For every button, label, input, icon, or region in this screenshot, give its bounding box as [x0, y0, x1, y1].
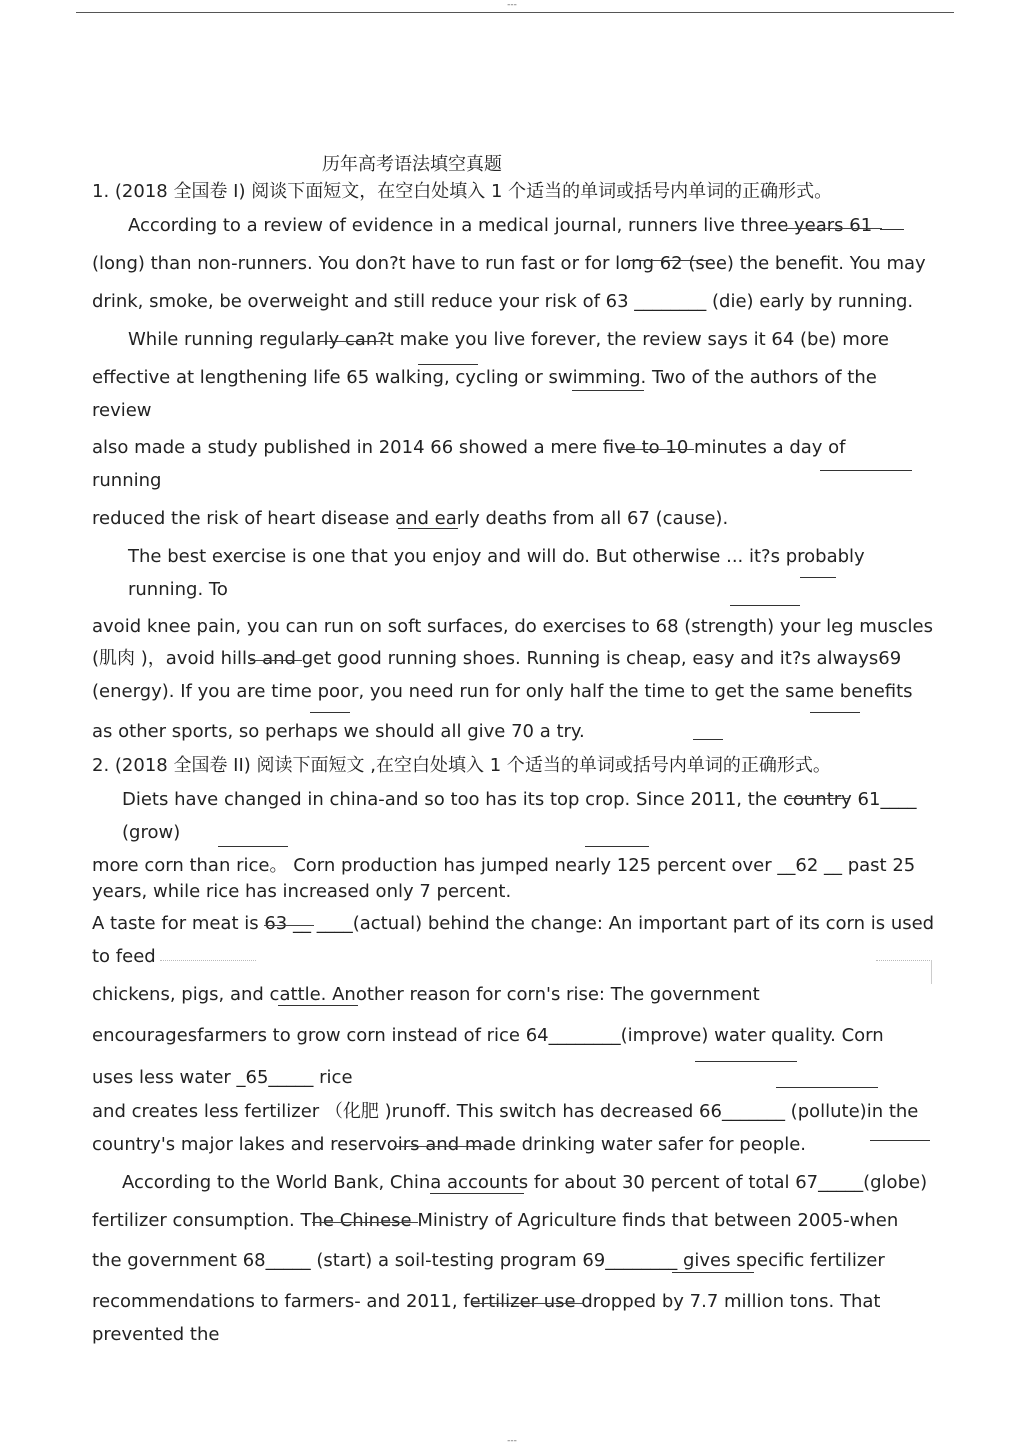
section1-line: (肌肉 )，avoid hills and get good running shoes. Running is cheap, easy and it?s always69: [92, 648, 902, 669]
strike-line: [264, 925, 314, 926]
answer-blank: [776, 1087, 878, 1088]
section2-line: prevented the: [92, 1324, 220, 1345]
section1-heading: 1. (2018 全国卷 I) 阅谈下面短文，在空白处填入 1 个适当的单词或括号内单词的正确形式。: [92, 181, 833, 202]
section1-line: running. To: [128, 579, 228, 600]
section2-line: years, while rice has increased only 7 percent.: [92, 881, 512, 902]
strike-line: [394, 1146, 490, 1147]
answer-blank: [800, 577, 836, 578]
answer-blank: [278, 1005, 358, 1006]
section2-line: recommendations to farmers- and 2011, fertilizer use dropped by 7.7 million tons. That: [92, 1291, 881, 1312]
section1-line: While running regularly can?t make you live forever, the review says it 64 (be) more: [128, 329, 889, 350]
scan-artifact: [876, 960, 930, 961]
strike-line: [786, 228, 882, 229]
answer-blank: [218, 846, 288, 847]
answer-blank: [820, 470, 912, 471]
answer-blank: [870, 1140, 930, 1141]
strike-line: [318, 341, 390, 342]
answer-blank: [310, 712, 350, 713]
answer-blank: [398, 528, 458, 529]
section2-line: the government 68_____ (start) a soil-testing program 69________ gives specific fertilizer: [92, 1250, 885, 1271]
strike-line: [312, 1222, 418, 1223]
page-title: 历年高考语法填空真题: [322, 154, 502, 175]
section2-line: fertilizer consumption. The Chinese Ministry of Agriculture finds that between 2005-when: [92, 1210, 899, 1231]
section2-line: (grow): [122, 822, 181, 843]
section2-line: A taste for meat is 63 __ ____(actual) behind the change: An important part of its corn is used: [92, 913, 935, 934]
section2-line: to feed: [92, 946, 156, 967]
section1-line: reduced the risk of heart disease and early deaths from all 67 (cause).: [92, 508, 729, 529]
strike-line: [788, 798, 848, 799]
section2-line: and creates less fertilizer （化肥 )runoff. This switch has decreased 66_______ (pollute)in the: [92, 1101, 919, 1122]
answer-blank: [693, 739, 723, 740]
answer-blank: [572, 390, 644, 391]
section2-heading: 2. (2018 全国卷 II) 阅读下面短文 ,在空白处填入 1 个适当的单词或括号内单词的正确形式。: [92, 755, 831, 776]
section2-line: uses less water _65_____ rice: [92, 1067, 353, 1088]
page-top-mark: ---: [507, 0, 517, 10]
section1-line: as other sports, so perhaps we should all give 70 a try.: [92, 721, 585, 742]
section1-line: also made a study published in 2014 66 showed a mere five to 10 minutes a day of: [92, 437, 846, 458]
strike-line: [628, 260, 708, 261]
section1-line: (energy). If you are time poor, you need run for only half the time to get the same benefits: [92, 681, 913, 702]
section2-line: chickens, pigs, and cattle. Another reason for corn's rise: The government: [92, 984, 760, 1005]
section2-line: more corn than rice。 Corn production has jumped nearly 125 percent over __62 __ past 25: [92, 855, 916, 876]
answer-blank: [810, 712, 860, 713]
section1-line: drink, smoke, be overweight and still reduce your risk of 63 ________ (die) early by running.: [92, 291, 914, 312]
section1-line: According to a review of evidence in a medical journal, runners live three years 61: [128, 215, 873, 236]
answer-blank: [418, 364, 478, 365]
section2-line: encouragesfarmers to grow corn instead of rice 64________(improve) water quality. Corn: [92, 1025, 884, 1046]
section1-line: (long) than non-runners. You don?t have to run fast or for long 62 (see) the benefit. You may: [92, 253, 926, 274]
answer-blank: [695, 1061, 797, 1062]
section1-line: running: [92, 470, 162, 491]
section1-line: effective at lengthening life 65 walking, cycling or swimming. Two of the authors of the: [92, 367, 877, 388]
answer-blank: [880, 229, 904, 230]
strike-line: [618, 449, 694, 450]
strike-line: [250, 660, 302, 661]
section2-line: According to the World Bank, China accounts for about 30 percent of total 67_____(globe): [122, 1172, 928, 1193]
scan-artifact: [931, 960, 932, 984]
answer-blank: [430, 1193, 524, 1194]
page-bottom-mark: ---: [507, 1436, 517, 1446]
section2-line: Diets have changed in china-and so too has its top crop. Since 2011, the country 61____: [122, 789, 917, 810]
strike-line: [472, 1303, 584, 1304]
answer-blank: [730, 605, 800, 606]
section1-line: The best exercise is one that you enjoy and will do. But otherwise ... it?s probably: [128, 546, 865, 567]
scan-artifact: [160, 960, 256, 961]
answer-blank: [672, 1272, 754, 1273]
section1-line: avoid knee pain, you can run on soft surfaces, do exercises to 68 (strength) your leg muscles: [92, 616, 933, 637]
answer-blank: [585, 846, 649, 847]
section2-line: country's major lakes and reservoirs and made drinking water safer for people.: [92, 1134, 806, 1155]
section1-line: review: [92, 400, 152, 421]
top-rule: [76, 12, 954, 13]
